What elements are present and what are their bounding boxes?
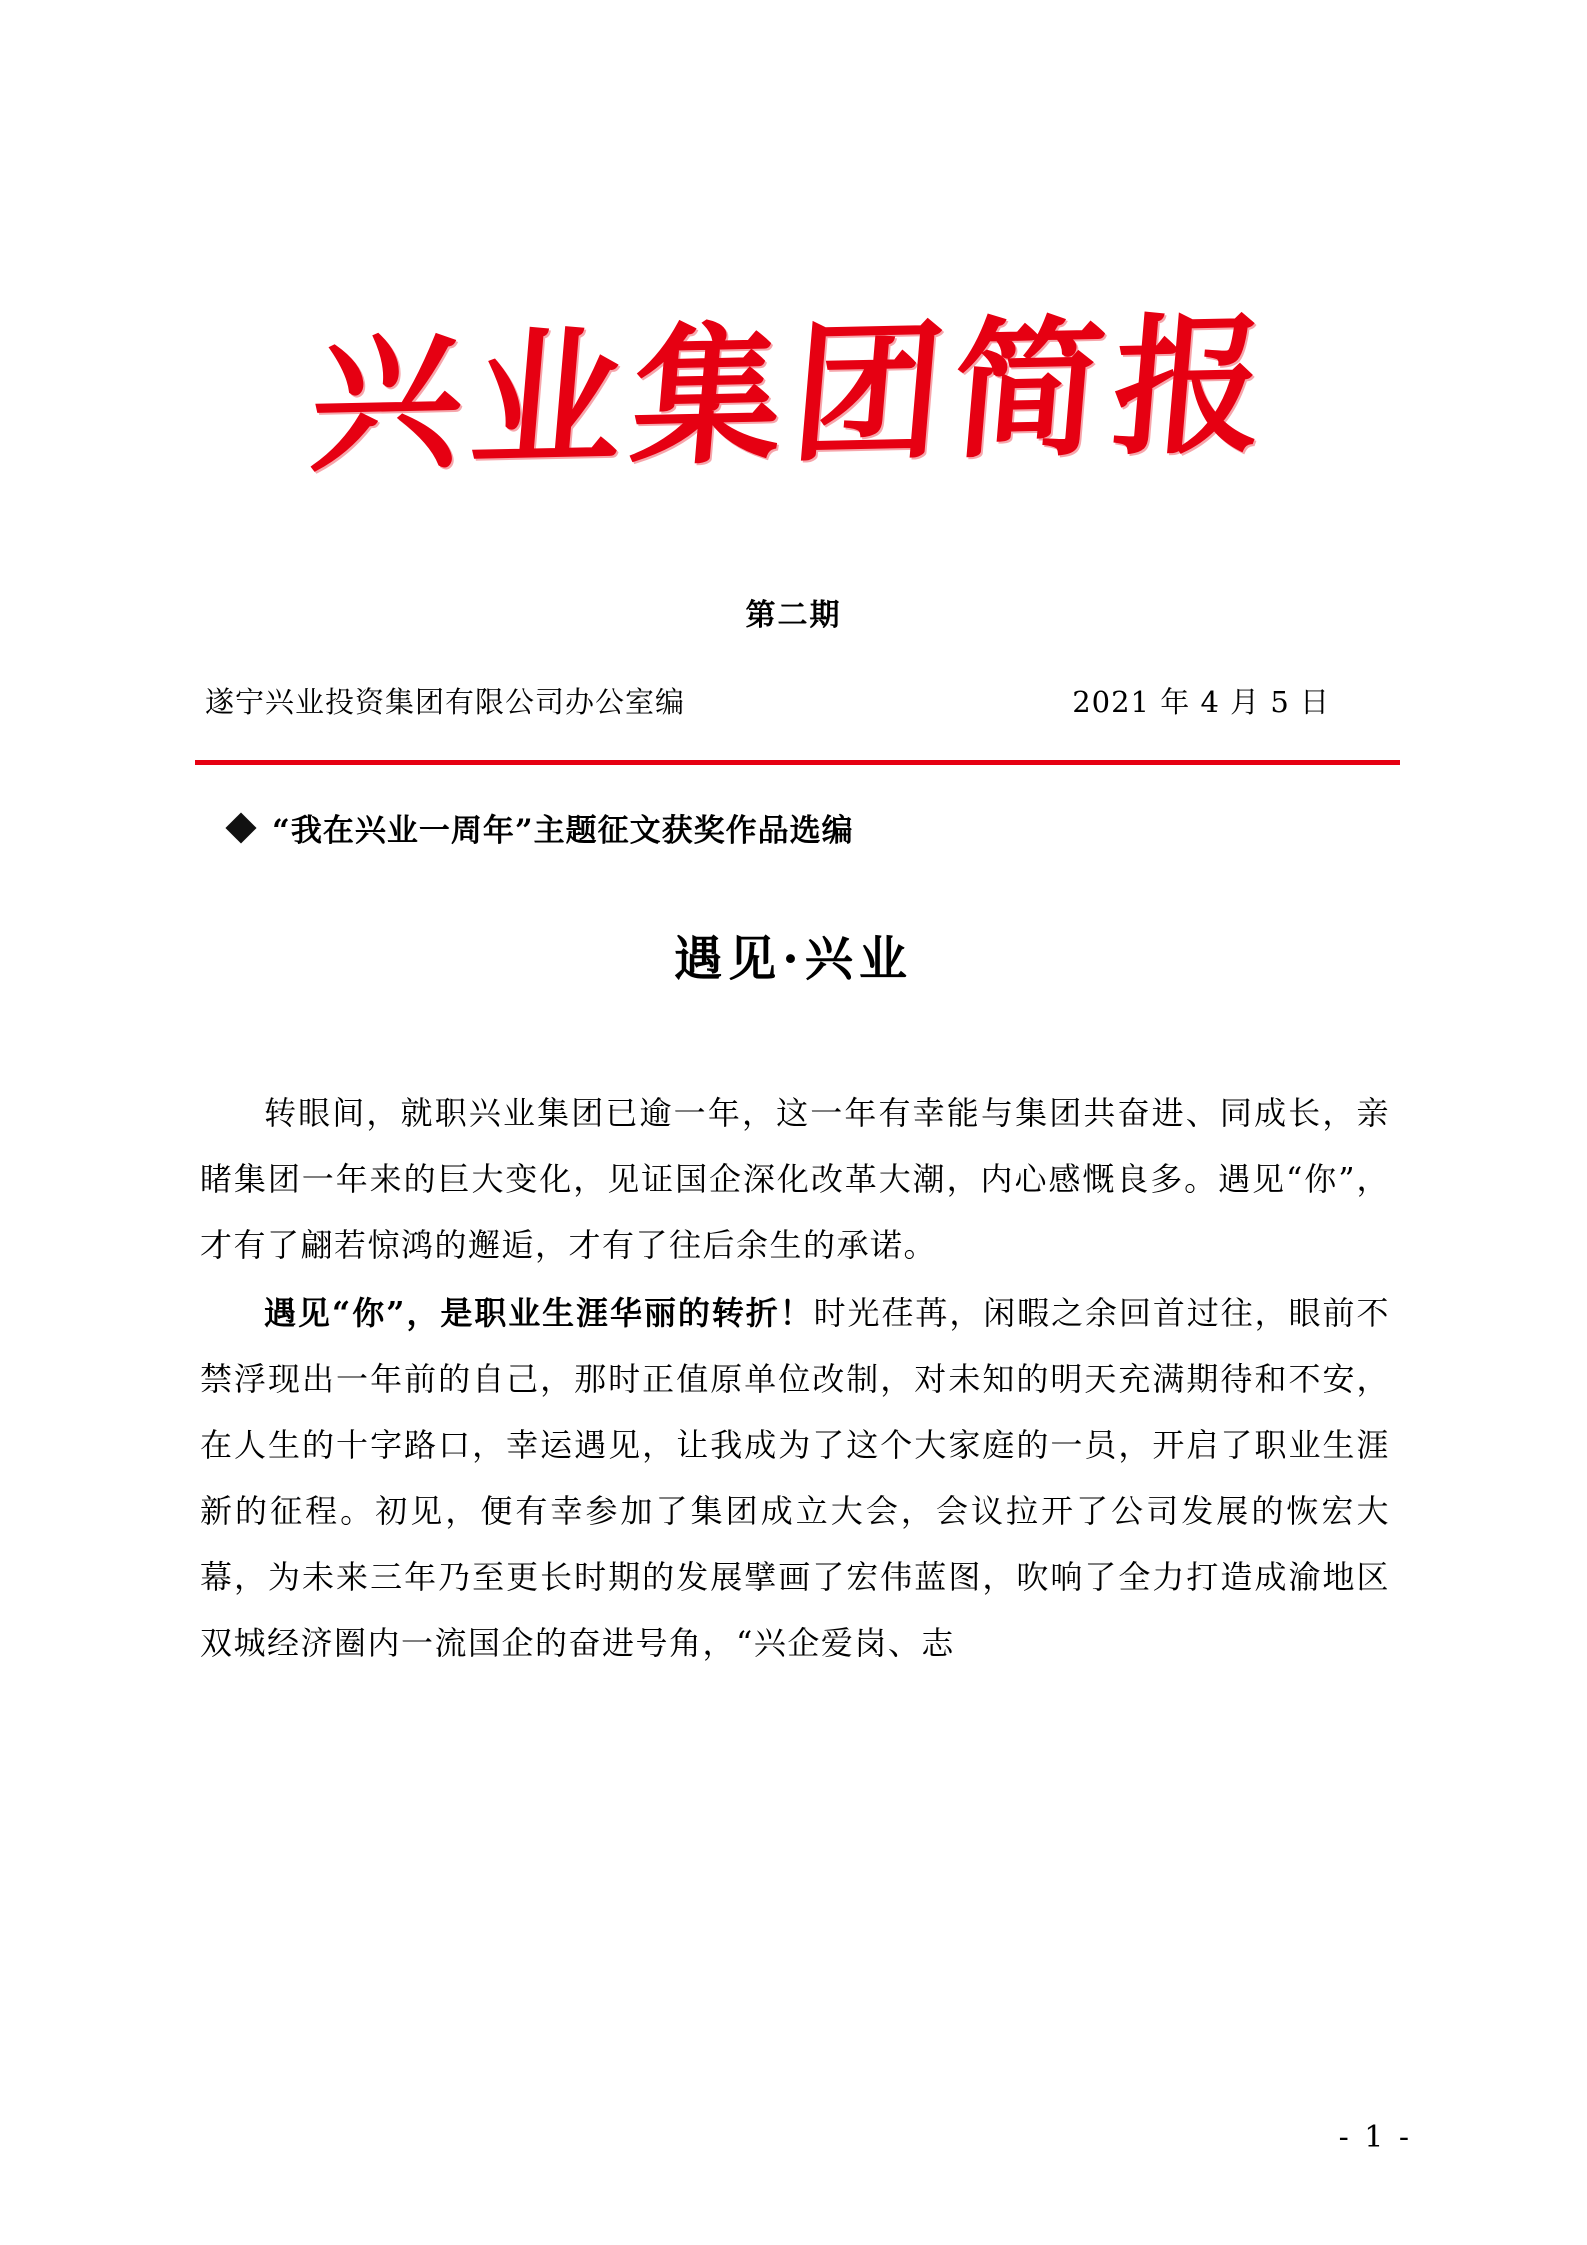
masthead-title: 兴业集团简报	[305, 296, 1282, 494]
paragraph-2	[200, 1280, 1390, 1676]
paragraph-1: 转眼间，就职兴业集团已逾一年，这一年有幸能与集团共奋进、同成长，亲睹集团一年来的巨大变化，见证国企深化改革大潮，内心感慨良多。遇见“你”，才有了翩若惊鸿的邂逅，才有了往后余生的承诺。	[200, 1094, 1390, 1264]
section-heading-label: “我在兴业一周年”主题征文获奖作品选编	[272, 813, 854, 849]
issue-label: 第二期	[745, 598, 842, 633]
header-divider	[195, 760, 1400, 765]
masthead	[0, 296, 1587, 494]
page-number: - 1 -	[1338, 2120, 1412, 2155]
diamond-icon	[225, 812, 256, 843]
article-body	[200, 1080, 1390, 1678]
imprint-row	[205, 680, 1385, 721]
publisher-text: 遂宁兴业投资集团有限公司办公室编	[205, 685, 686, 719]
paragraph-2-lead: 遇见“你”，是职业生涯华丽的转折！	[264, 1294, 814, 1332]
paragraph-2-rest: 时光荏苒，闲暇之余回首过往，眼前不禁浮现出一年前的自己，那时正值原单位改制，对未知的明天充满期待和不安，在人生的十字路口，幸运遇见，让我成为了这个大家庭的一员，开启了职业生涯新的征程。初见，便有幸参加了集团成立大会，会议拉开了公司发展的恢宏大幕，为未来三年乃至更长时期的发展擘画了宏伟蓝图，吹响了全力打造成渝地区双城经济圈内一流国企的奋进号角，“兴企爱岗、志	[200, 1294, 1390, 1662]
section-heading	[205, 805, 1385, 850]
publish-date: 2021 年 4 月 5 日	[1072, 685, 1330, 719]
article-title: 遇见·兴业	[674, 931, 913, 987]
